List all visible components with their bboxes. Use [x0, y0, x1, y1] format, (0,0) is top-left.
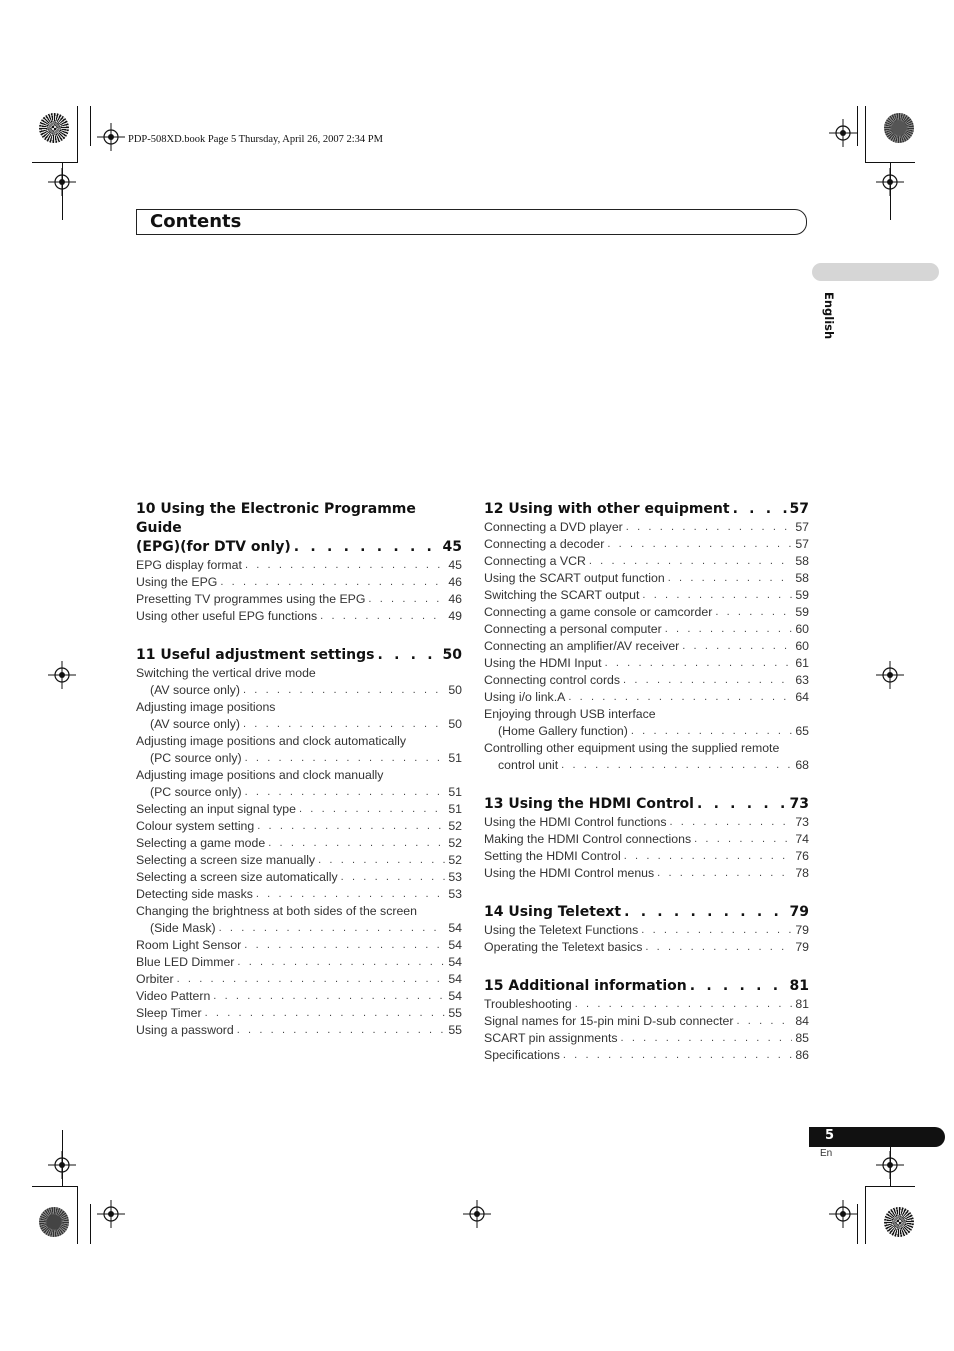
registration-mark-icon	[48, 661, 76, 689]
section-title: 11 Useful adjustment settings	[136, 647, 375, 663]
entry-page: 54	[448, 921, 462, 935]
toc-entry[interactable]	[136, 971, 462, 988]
toc-entry[interactable]	[136, 1005, 462, 1022]
entry-title-line1: Adjusting image positions and clock manually	[136, 768, 384, 782]
toc-entry[interactable]	[484, 621, 809, 638]
entry-page: 54	[448, 989, 462, 1003]
toc-entry[interactable]	[136, 574, 462, 591]
starburst-target-icon	[884, 113, 914, 143]
leader-dots	[256, 886, 445, 903]
toc-entry[interactable]	[136, 801, 462, 818]
leader-dots	[694, 831, 792, 848]
entry-page: 45	[448, 558, 462, 572]
toc-entry[interactable]	[136, 733, 462, 767]
entry-page: 54	[448, 972, 462, 986]
entry-title: Making the HDMI Control connections	[484, 832, 692, 846]
leader-dots	[624, 848, 793, 865]
leader-dots	[568, 689, 792, 706]
entry-title: Selecting a screen size manually	[136, 853, 316, 867]
section-page: 45	[442, 539, 462, 555]
leader-dots	[245, 784, 446, 801]
entry-title: Using the SCART output function	[484, 571, 665, 585]
toc-section-10	[136, 500, 462, 625]
entry-title: Connecting a DVD player	[484, 520, 623, 534]
leader-dots	[645, 939, 792, 956]
section-title: 13 Using the HDMI Control	[484, 796, 694, 812]
entry-title: Orbiter	[136, 972, 174, 986]
leader-dots	[243, 716, 445, 733]
leader-dots	[631, 723, 792, 740]
entry-page: 86	[795, 1048, 809, 1062]
toc-entry[interactable]	[136, 767, 462, 801]
entry-page: 84	[795, 1014, 809, 1028]
toc-entry[interactable]	[484, 939, 809, 956]
crop-line	[857, 1204, 858, 1244]
section-title-line2: (EPG)(for DTV only)	[136, 539, 291, 555]
entry-title: Connecting a VCR	[484, 554, 586, 568]
entry-title: Specifications	[484, 1048, 560, 1062]
entry-title: Using i/o link.A	[484, 690, 566, 704]
toc-right-column	[484, 500, 809, 1085]
section-page: 81	[789, 978, 809, 994]
entry-title: Detecting side masks	[136, 887, 253, 901]
toc-entry[interactable]	[484, 922, 809, 939]
registration-mark-icon	[829, 119, 857, 147]
leader-dots	[561, 757, 792, 774]
leader-dots	[657, 865, 792, 882]
leader-dots	[624, 903, 786, 922]
entry-title: Using the EPG	[136, 575, 218, 589]
entry-page: 65	[795, 724, 809, 738]
entry-title: Selecting a game mode	[136, 836, 266, 850]
leader-dots	[220, 574, 445, 591]
section-title: 14 Using Teletext	[484, 904, 622, 920]
leader-dots	[213, 988, 445, 1005]
leader-dots	[237, 1022, 446, 1039]
toc-entry[interactable]	[484, 1030, 809, 1047]
crop-line	[857, 106, 858, 146]
section-heading[interactable]	[484, 903, 809, 922]
registration-mark-icon	[876, 661, 904, 689]
entry-title: Selecting a screen size automatically	[136, 870, 338, 884]
section-page: 57	[789, 501, 809, 517]
leader-dots	[245, 750, 446, 767]
leader-dots	[668, 570, 793, 587]
section-heading[interactable]	[484, 795, 809, 814]
entry-title: Presetting TV programmes using the EPG	[136, 592, 366, 606]
entry-page: 51	[448, 802, 462, 816]
entry-title: Sleep Timer	[136, 1006, 202, 1020]
registration-mark-icon	[48, 168, 76, 196]
entry-page: 61	[795, 656, 809, 670]
entry-title-line1: Adjusting image positions	[136, 700, 276, 714]
entry-title: EPG display format	[136, 558, 242, 572]
entry-title: Room Light Sensor	[136, 938, 242, 952]
toc-entry[interactable]	[136, 665, 462, 699]
entry-page: 59	[795, 588, 809, 602]
section-page: 73	[789, 796, 809, 812]
leader-dots	[641, 922, 792, 939]
section-page: 50	[442, 647, 462, 663]
page-title: Contents	[150, 211, 242, 232]
toc-entry[interactable]	[136, 988, 462, 1005]
leader-dots	[205, 1005, 446, 1022]
entry-page: 60	[795, 622, 809, 636]
entry-title: Switching the SCART output	[484, 588, 640, 602]
toc-entry[interactable]	[484, 1047, 809, 1064]
leader-dots	[341, 869, 446, 886]
contents-title-bar	[136, 209, 807, 235]
crop-line	[32, 162, 78, 163]
leader-dots	[669, 814, 792, 831]
entry-title: Connecting a game console or camcorder	[484, 605, 713, 619]
leader-dots	[607, 536, 792, 553]
crop-line	[90, 1204, 91, 1244]
entry-title: control unit	[498, 758, 559, 772]
language-code: En	[820, 1148, 833, 1159]
registration-mark-icon	[97, 123, 125, 151]
toc-entry[interactable]	[484, 706, 809, 740]
entry-page: 46	[448, 575, 462, 589]
entry-title: Connecting a decoder	[484, 537, 605, 551]
entry-title: (Side Mask)	[150, 921, 216, 935]
entry-title: Operating the Teletext basics	[484, 940, 643, 954]
crop-line	[865, 1186, 866, 1244]
leader-dots	[589, 553, 792, 570]
leader-dots	[733, 500, 787, 519]
toc-entry[interactable]	[484, 570, 809, 587]
toc-entry[interactable]	[484, 689, 809, 706]
registration-mark-icon	[97, 1200, 125, 1228]
toc-entry[interactable]	[136, 608, 462, 625]
language-label: English	[822, 292, 836, 340]
entry-title: Using the HDMI Control menus	[484, 866, 655, 880]
leader-dots	[320, 608, 445, 625]
registration-mark-icon	[463, 1200, 491, 1228]
section-heading[interactable]	[484, 977, 809, 996]
entry-page: 53	[448, 887, 462, 901]
leader-dots	[294, 538, 440, 557]
leader-dots	[682, 638, 792, 655]
toc-entry[interactable]	[484, 740, 809, 774]
entry-title: Selecting an input signal type	[136, 802, 296, 816]
leader-dots	[257, 818, 445, 835]
toc-entry[interactable]	[136, 699, 462, 733]
leader-dots	[563, 1047, 792, 1064]
leader-dots	[268, 835, 445, 852]
leader-dots	[299, 801, 445, 818]
leader-dots	[244, 937, 445, 954]
entry-page: 79	[795, 940, 809, 954]
toc-entry[interactable]	[136, 954, 462, 971]
leader-dots	[697, 795, 787, 814]
leader-dots	[642, 587, 792, 604]
crop-line	[90, 106, 91, 146]
entry-title: (AV source only)	[150, 717, 240, 731]
entry-title: Troubleshooting	[484, 997, 572, 1011]
toc-entry[interactable]	[136, 886, 462, 903]
section-heading[interactable]	[136, 646, 462, 665]
toc-entry[interactable]	[484, 814, 809, 831]
toc-section-11	[136, 646, 462, 1039]
leader-dots	[626, 519, 793, 536]
toc-entry[interactable]	[484, 553, 809, 570]
entry-page: 52	[448, 819, 462, 833]
entry-title: Using a password	[136, 1023, 234, 1037]
leader-dots	[621, 1030, 793, 1047]
toc-entry[interactable]	[484, 672, 809, 689]
entry-page: 55	[448, 1006, 462, 1020]
entry-title: SCART pin assignments	[484, 1031, 618, 1045]
leader-dots	[690, 977, 787, 996]
leader-dots	[243, 682, 445, 699]
toc-entry[interactable]	[484, 831, 809, 848]
entry-title: Using other useful EPG functions	[136, 609, 318, 623]
entry-page: 78	[795, 866, 809, 880]
registration-mark-icon	[876, 168, 904, 196]
entry-title-line1: Changing the brightness at both sides of the screen	[136, 904, 417, 918]
toc-entry[interactable]	[136, 869, 462, 886]
section-heading[interactable]	[136, 500, 462, 557]
leader-dots	[245, 557, 445, 574]
toc-entry[interactable]	[136, 835, 462, 852]
print-info-line: PDP-508XD.book Page 5 Thursday, April 26, 2007 2:34 PM	[128, 134, 383, 145]
starburst-target-icon	[39, 113, 69, 143]
entry-title-line1: Switching the vertical drive mode	[136, 666, 316, 680]
entry-page: 73	[795, 815, 809, 829]
page-number: 5	[825, 1128, 835, 1143]
entry-title: Blue LED Dimmer	[136, 955, 235, 969]
entry-title-line1: Enjoying through USB interface	[484, 707, 656, 721]
leader-dots	[219, 920, 446, 937]
starburst-target-icon	[39, 1207, 69, 1237]
registration-mark-icon	[829, 1200, 857, 1228]
toc-entry[interactable]	[484, 604, 809, 621]
toc-left-column	[136, 500, 462, 1060]
leader-dots	[575, 996, 793, 1013]
leader-dots	[623, 672, 792, 689]
entry-page: 68	[795, 758, 809, 772]
leader-dots	[237, 954, 445, 971]
entry-page: 55	[448, 1023, 462, 1037]
leader-dots	[665, 621, 793, 638]
toc-section-13	[484, 795, 809, 882]
leader-dots	[736, 1013, 792, 1030]
section-heading[interactable]	[484, 500, 809, 519]
entry-title: (PC source only)	[150, 751, 242, 765]
entry-title: Connecting control cords	[484, 673, 621, 687]
toc-entry[interactable]	[136, 591, 462, 608]
entry-page: 52	[448, 853, 462, 867]
entry-page: 52	[448, 836, 462, 850]
toc-entry[interactable]	[136, 1022, 462, 1039]
entry-title-line1: Controlling other equipment using the supplied remote	[484, 741, 780, 755]
entry-title: Setting the HDMI Control	[484, 849, 621, 863]
toc-entry[interactable]	[136, 903, 462, 937]
entry-title: Using the HDMI Input	[484, 656, 602, 670]
entry-page: 64	[795, 690, 809, 704]
entry-title: Connecting a personal computer	[484, 622, 662, 636]
entry-page: 59	[795, 605, 809, 619]
entry-title: Using the Teletext Functions	[484, 923, 639, 937]
entry-title: Connecting an amplifier/AV receiver	[484, 639, 680, 653]
leader-dots	[715, 604, 792, 621]
toc-entry[interactable]	[484, 1013, 809, 1030]
entry-title-line1: Adjusting image positions and clock automatically	[136, 734, 406, 748]
toc-entry[interactable]	[484, 638, 809, 655]
toc-entry[interactable]	[484, 848, 809, 865]
toc-entry[interactable]	[484, 519, 809, 536]
entry-title: (Home Gallery function)	[498, 724, 628, 738]
toc-entry[interactable]	[136, 557, 462, 574]
section-page: 79	[789, 904, 809, 920]
entry-title: (PC source only)	[150, 785, 242, 799]
entry-page: 57	[795, 520, 809, 534]
crop-line	[77, 1186, 78, 1244]
toc-entry[interactable]	[136, 852, 462, 869]
toc-entry[interactable]	[484, 996, 809, 1013]
entry-page: 81	[795, 997, 809, 1011]
toc-section-12	[484, 500, 809, 774]
crop-line	[865, 106, 866, 163]
toc-section-14	[484, 903, 809, 956]
leader-dots	[378, 646, 440, 665]
entry-title: Colour system setting	[136, 819, 255, 833]
entry-page: 79	[795, 923, 809, 937]
entry-page: 63	[795, 673, 809, 687]
entry-page: 60	[795, 639, 809, 653]
leader-dots	[368, 591, 445, 608]
entry-page: 51	[448, 785, 462, 799]
entry-page: 51	[448, 751, 462, 765]
entry-page: 53	[448, 870, 462, 884]
toc-entry[interactable]	[136, 818, 462, 835]
leader-dots	[177, 971, 446, 988]
entry-page: 85	[795, 1031, 809, 1045]
entry-page: 54	[448, 938, 462, 952]
entry-page: 57	[795, 537, 809, 551]
entry-page: 50	[448, 683, 462, 697]
registration-mark-icon	[48, 1151, 76, 1179]
crop-line	[32, 1186, 78, 1187]
entry-page: 58	[795, 554, 809, 568]
starburst-target-icon	[884, 1207, 914, 1237]
section-title: 12 Using with other equipment	[484, 501, 730, 517]
entry-title: Signal names for 15-pin mini D-sub connecter	[484, 1014, 734, 1028]
registration-mark-icon	[876, 1151, 904, 1179]
entry-page: 76	[795, 849, 809, 863]
crop-line	[77, 106, 78, 163]
entry-title: (AV source only)	[150, 683, 240, 697]
toc-entry[interactable]	[484, 655, 809, 672]
section-title-line1: 10 Using the Electronic Programme Guide	[136, 501, 416, 536]
entry-page: 49	[448, 609, 462, 623]
toc-section-15	[484, 977, 809, 1064]
toc-entry[interactable]	[484, 865, 809, 882]
entry-page: 74	[795, 832, 809, 846]
entry-page: 50	[448, 717, 462, 731]
entry-title: Using the HDMI Control functions	[484, 815, 667, 829]
toc-entry[interactable]	[136, 937, 462, 954]
leader-dots	[605, 655, 793, 672]
toc-entry[interactable]	[484, 536, 809, 553]
language-tab	[812, 263, 939, 281]
entry-title: Video Pattern	[136, 989, 211, 1003]
leader-dots	[318, 852, 445, 869]
entry-page: 54	[448, 955, 462, 969]
entry-page: 46	[448, 592, 462, 606]
section-title: 15 Additional information	[484, 978, 687, 994]
entry-page: 58	[795, 571, 809, 585]
toc-entry[interactable]	[484, 587, 809, 604]
